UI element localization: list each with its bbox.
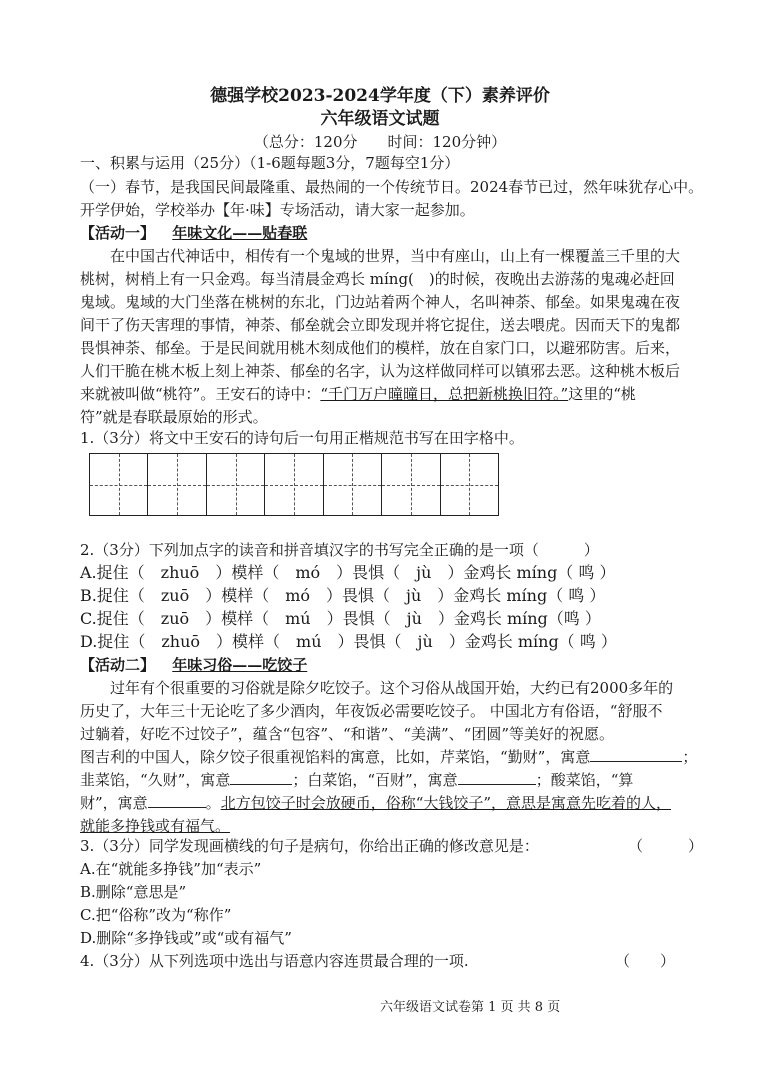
passage-2-line (80, 816, 230, 836)
question-3-option-b[interactable]: B.删除“意思是” (80, 883, 187, 901)
grid-cell[interactable] (207, 454, 265, 515)
question-3-option-c[interactable]: C.把“俗称”改为“称作” (80, 906, 232, 924)
intro-line-1: （一）春节，是我国民间最隆重、最热闹的一个传统节日。2024春节已过，然年味犹存心中。 (80, 178, 704, 196)
question-3-answer-paren[interactable]: （ ） (628, 837, 704, 855)
question-3-option-d[interactable]: D.删除“多挣钱或”或“或有福气” (80, 929, 292, 947)
passage-2-line (80, 793, 671, 813)
underlined-sentence: 北方包饺子时会放硬币，俗称“大钱饺子”，意思是寓意先吃着的人， (220, 794, 672, 812)
passage-2-text: ；白菜馅，“百财”，寓意 (292, 771, 458, 789)
passage-1-line: 鬼域。鬼域的大门坐落在桃树的东北，门边站着两个神人，名叫神荼、郁垒。如果鬼魂在夜 (80, 293, 681, 311)
passage-1-line: 人们干脆在桃木板上刻上神荼、郁垒的名字，认为这样做同样可以镇邪去恶。这种桃木板后 (80, 362, 681, 380)
exam-title: 德强学校2023-2024学年度（下）素养评价 (210, 86, 550, 106)
passage-2-text: 。 (205, 794, 221, 812)
question-2-option-c[interactable]: C.捉住（ zuō ）模样（ mú ）畏惧（ jù ）金鸡长 míng（鸣 ） (80, 609, 601, 628)
passage-2-text: 韭菜馅，“久财”，寓意 (80, 771, 231, 789)
question-3-option-a[interactable]: A.在“就能多挣钱”加“表示” (80, 860, 262, 878)
exam-scoring: （总分：120分 时间：120分钟） (253, 133, 507, 151)
tianzige-writing-grid[interactable] (89, 453, 499, 516)
question-2-option-d[interactable]: D.捉住（ zhuō ）模样（ mú ）畏惧（ jù ）金鸡长 míng（ 鸣 ） (80, 632, 617, 651)
grid-cell[interactable] (441, 454, 498, 515)
passage-1-line: 间干了伤天害理的事情，神荼、郁垒就会立即发现并将它捉住，送去喂虎。因而天下的鬼都 (80, 316, 681, 334)
passage-2-line: 过躺着，好吃不过饺子”，蕴含“包容”、“和谐”、“美满”、“团圆”等美好的祝愿。 (80, 725, 615, 743)
activity-2-title: 年味习俗——吃饺子 (172, 656, 308, 674)
activity-1-title: 年味文化——贴春联 (172, 224, 308, 242)
answer-blank-baicai[interactable] (458, 770, 536, 785)
grid-cell[interactable] (90, 454, 148, 515)
exam-subtitle: 六年级语文试题 (320, 109, 440, 129)
question-4-answer-paren[interactable]: （ ） (615, 952, 676, 970)
passage-2-line: 历史了，大年三十无论吃了多少酒肉，年夜饭必需要吃饺子。 中国北方有俗语，“舒服不 (80, 702, 663, 720)
question-2-option-b[interactable]: B.捉住（ zuō ）模样（ mó ）畏惧（ jù ）金鸡长 míng（ 鸣 ） (80, 586, 606, 605)
passage-2-text: ；酸菜馅，“算 (535, 771, 634, 789)
passage-2-text: 图吉利的中国人，除夕饺子很重视馅料的寓意，比如，芹菜馅，“勤财”，寓意 (80, 748, 591, 766)
passage-1-text: 这里的“桃 (568, 385, 636, 403)
activity-2-heading (80, 655, 307, 675)
passage-1-line: 桃树，树梢上有一只金鸡。每当清晨金鸡长 míng( )的时候，夜晚出去游荡的鬼魂必赶回 (80, 270, 675, 288)
passage-1-line (80, 384, 636, 404)
passage-1-line: 符”就是春联最原始的形式。 (80, 408, 268, 426)
passage-2-line: 过年有个很重要的习俗就是除夕吃饺子。这个习俗从战国开始，大约已有2000多年的 (110, 679, 674, 697)
poem-quote: “千门万户曈曈日，总把新桃换旧符。” (320, 385, 569, 403)
activity-1-label: 【活动一】 (80, 224, 156, 242)
passage-2-line: 图吉利的中国人，除夕饺子很重视馅料的寓意，比如，芹菜馅，“勤财”，寓意 ； (80, 748, 698, 766)
question-4-text: 4.（3分）从下列选项中选出与语意内容连贯最合理的一项. (80, 952, 469, 970)
grid-cell[interactable] (148, 454, 206, 515)
answer-blank-qincai[interactable] (590, 747, 682, 762)
activity-2-label: 【活动二】 (80, 656, 156, 674)
answer-blank-jiucai[interactable] (230, 770, 292, 785)
grid-cell[interactable] (324, 454, 382, 515)
section-heading: 一、积累与运用（25分）（1-6题每题3分，7题每空1分） (80, 154, 460, 172)
question-3-text: 3.（3分）同学发现画横线的句子是病句，你给出正确的修改意见是： (80, 837, 539, 855)
question-2-option-a[interactable]: A.捉住（ zhuō ）模样（ mó ）畏惧（ jù ）金鸡长 míng（ 鸣 ） (80, 563, 616, 582)
page-footer: 六年级语文试卷第 1 页 共 8 页 (380, 1000, 561, 1015)
activity-1-heading (80, 223, 307, 243)
passage-2-text: 财”，寓意 (80, 794, 148, 812)
intro-line-2: 开学伊始，学校举办【年·味】专场活动，请大家一起参加。 (80, 201, 475, 219)
passage-1-line: 畏惧神荼、郁垒。于是民间就用桃木刻成他们的模样，放在自家门口，以避邪防害。后来， (80, 339, 681, 357)
passage-1-line: 在中国古代神话中，相传有一个鬼域的世界，当中有座山，山上有一棵覆盖三千里的大 (110, 247, 681, 265)
grid-cell[interactable] (265, 454, 323, 515)
passage-2-line (80, 770, 633, 790)
grid-cell[interactable] (382, 454, 440, 515)
question-2-text: 2.（3分）下列加点字的读音和拼音填汉字的书写完全正确的是一项（ ） (80, 541, 599, 559)
passage-1-text: 来就被叫做“桃符”。王安石的诗中： (80, 385, 321, 403)
question-1-text: 1.（3分）将文中王安石的诗句后一句用正楷规范书写在田字格中。 (80, 429, 524, 447)
answer-blank-suancai[interactable] (148, 793, 206, 808)
underlined-sentence: 就能多挣钱或有福气。 (80, 817, 231, 835)
